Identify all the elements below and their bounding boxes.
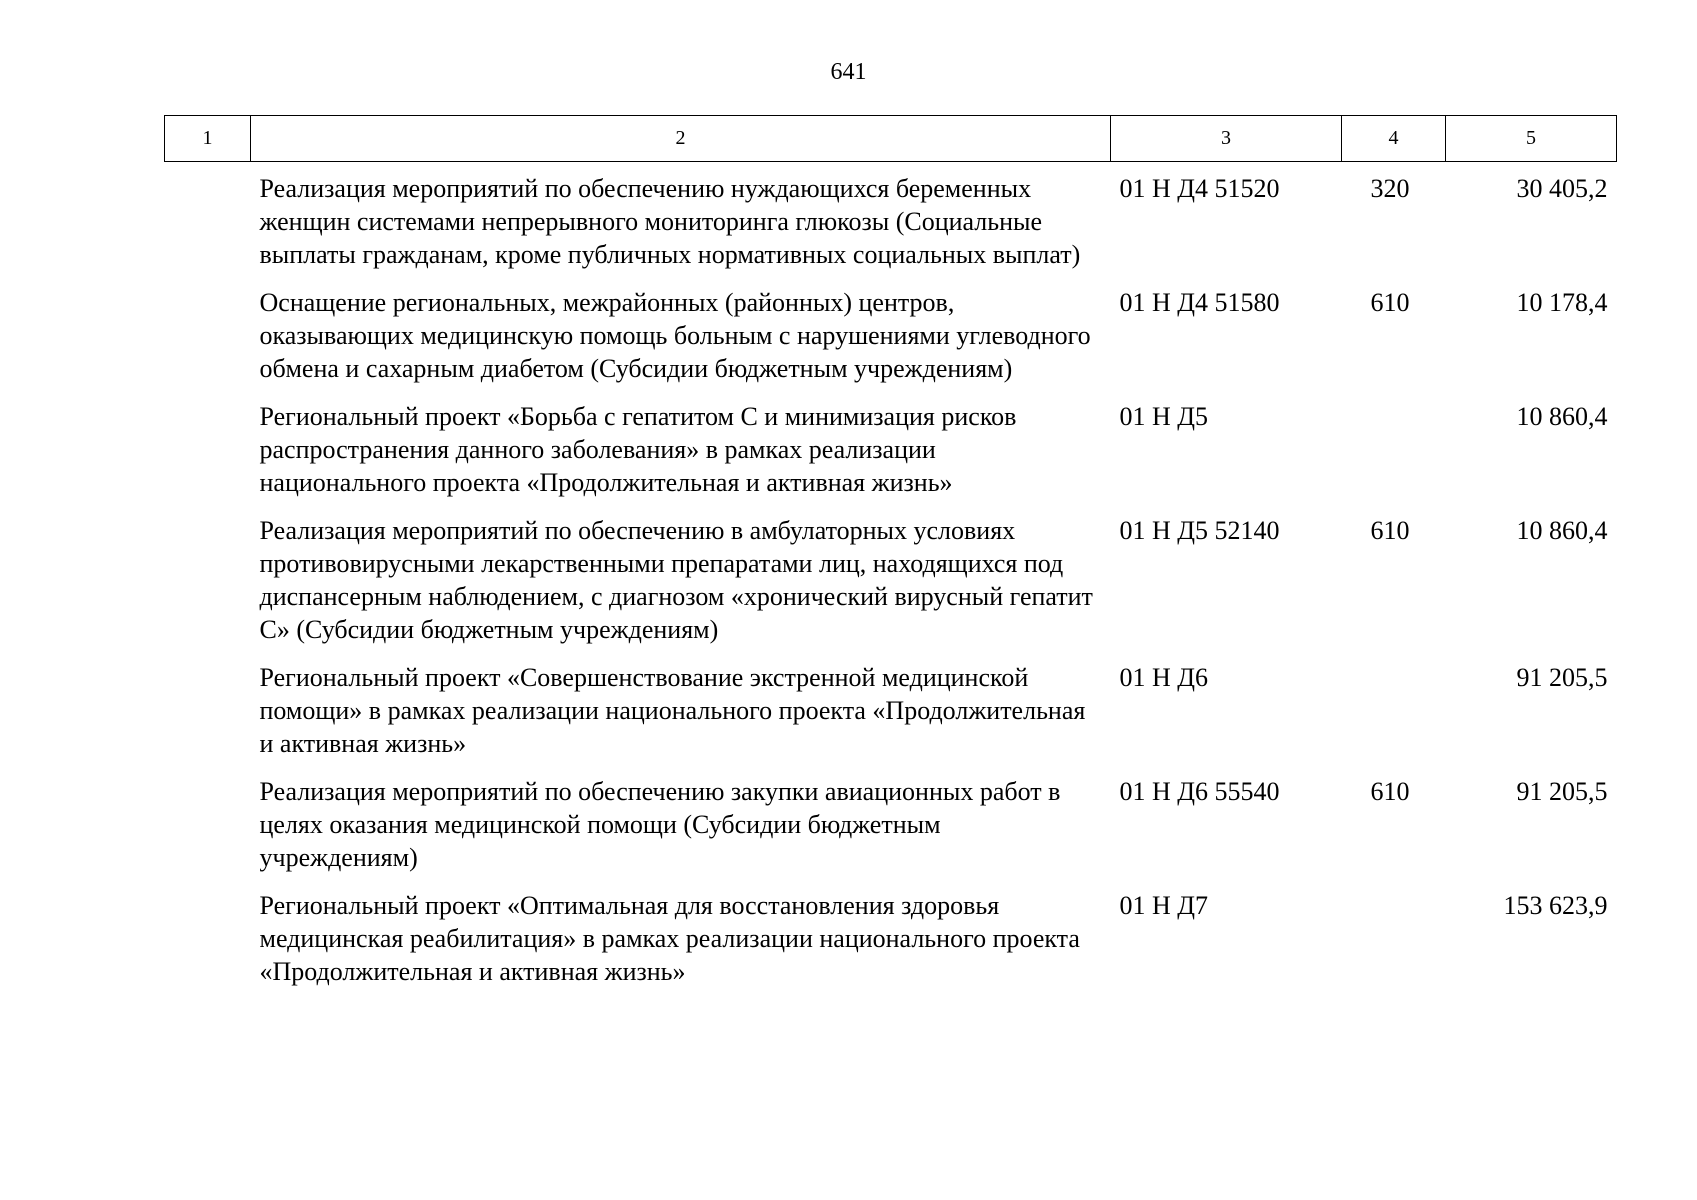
row-blank-cell	[165, 286, 251, 400]
header-col-3: 3	[1111, 116, 1342, 162]
row-amount: 30 405,2	[1516, 174, 1608, 203]
row-type: 610	[1370, 516, 1410, 545]
row-blank-cell	[165, 400, 251, 514]
row-type	[1342, 889, 1446, 1003]
row-code: 01 Н Д5	[1119, 402, 1209, 431]
table-body	[165, 162, 1617, 1004]
row-code: 01 Н Д4 51580	[1119, 288, 1280, 317]
row-code: 01 Н Д6 55540	[1119, 777, 1280, 806]
table-row	[165, 286, 1617, 400]
row-blank-cell	[165, 162, 251, 287]
budget-table	[164, 115, 1617, 1003]
header-col-1: 1	[165, 116, 251, 162]
header-col-4: 4	[1342, 116, 1446, 162]
row-type	[1342, 661, 1446, 775]
row-code: 01 Н Д4 51520	[1119, 174, 1280, 203]
row-name: Реализация мероприятий по обеспечению закупки авиационных работ в целях оказания медицинской помощи (Субсидии бюджетным учреждениям)	[259, 777, 1061, 872]
header-col-5: 5	[1446, 116, 1617, 162]
row-type: 610	[1370, 288, 1410, 317]
row-type: 610	[1370, 777, 1410, 806]
row-name: Оснащение региональных, межрайонных (районных) центров, оказывающих медицинскую помощь больным с нарушениями углеводного обмена и сахарным диабетом (Субсидии бюджетным учреждениям)	[259, 288, 1091, 383]
row-code: 01 Н Д6	[1119, 663, 1209, 692]
row-amount: 153 623,9	[1503, 891, 1608, 920]
row-name: Реализация мероприятий по обеспечению в амбулаторных условиях противовирусными лекарственными препаратами лиц, находящихся под диспансерным наблюдением, с диагнозом «хронический вирусный гепатит С» (Субсидии бюджетным учреждениям)	[259, 516, 1093, 644]
row-amount: 91 205,5	[1516, 777, 1608, 806]
row-code: 01 Н Д5 52140	[1119, 516, 1280, 545]
row-blank-cell	[165, 514, 251, 661]
table-row	[165, 661, 1617, 775]
row-amount: 10 860,4	[1516, 516, 1608, 545]
row-blank-cell	[165, 661, 251, 775]
row-amount: 10 178,4	[1516, 288, 1608, 317]
row-name: Региональный проект «Борьба с гепатитом С и минимизация рисков распространения данного заболевания» в рамках реализации национального проекта «Продолжительная и активная жизнь»	[259, 402, 1017, 497]
table-header	[165, 116, 1617, 162]
row-name: Региональный проект «Совершенствование экстренной медицинской помощи» в рамках реализации национального проекта «Продолжительная и активная жизнь»	[259, 663, 1086, 758]
page-number: 641	[830, 59, 867, 85]
row-name: Реализация мероприятий по обеспечению нуждающихся беременных женщин системами непрерывного мониторинга глюкозы (Социальные выплаты гражданам, кроме публичных нормативных социальных выплат)	[259, 174, 1081, 269]
row-type: 320	[1370, 174, 1410, 203]
table-row	[165, 775, 1617, 889]
row-amount: 10 860,4	[1516, 402, 1608, 431]
row-code: 01 Н Д7	[1119, 891, 1209, 920]
header-row	[165, 116, 1617, 162]
row-blank-cell	[165, 775, 251, 889]
table-row	[165, 514, 1617, 661]
row-blank-cell	[165, 889, 251, 1003]
header-col-2: 2	[251, 116, 1111, 162]
table-row	[165, 162, 1617, 287]
row-amount: 91 205,5	[1516, 663, 1608, 692]
table-row	[165, 889, 1617, 1003]
row-name: Региональный проект «Оптимальная для восстановления здоровья медицинская реабилитация» в рамках реализации национального проекта «Продолжительная и активная жизнь»	[259, 891, 1080, 986]
table-row	[165, 400, 1617, 514]
row-type	[1342, 400, 1446, 514]
